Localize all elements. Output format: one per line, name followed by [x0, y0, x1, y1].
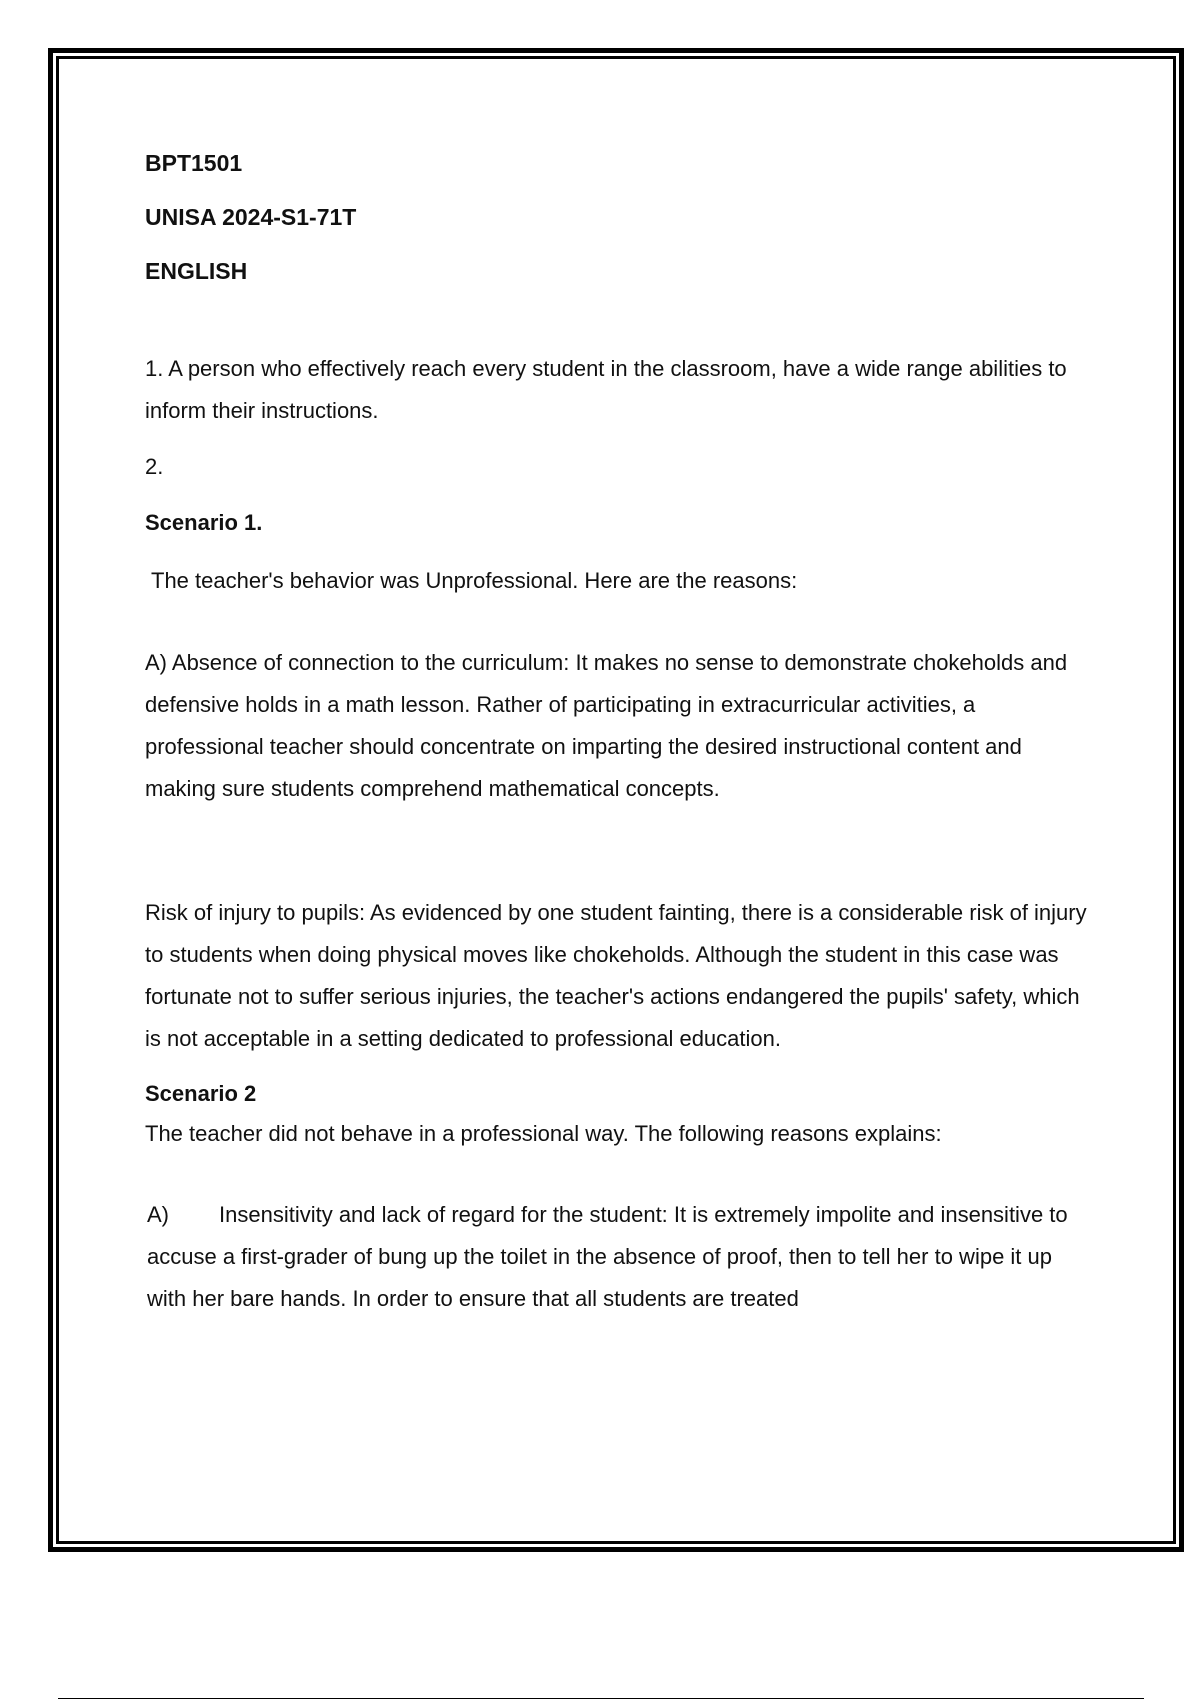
question-1-answer: 1. A person who effectively reach every student in the classroom, have a wide range abilities to inform their instructions.	[145, 356, 1067, 423]
scenario-1-point-b: Risk of injury to pupils: As evidenced by one student fainting, there is a considerable risk of injury to students when doing physical moves like chokeholds. Although the student in this case was fortunate not to suffer serious injuries, the teacher's actions endangered the pupils' safety, which is not acceptable in a setting dedicated to professional education.	[145, 900, 1087, 1051]
scenario-2-point-a-label: A)	[147, 1202, 169, 1227]
exam-code: UNISA 2024-S1-71T	[145, 204, 357, 230]
subject-heading: ENGLISH	[145, 258, 248, 284]
footer-rule	[58, 1698, 1144, 1699]
scenario-2-intro: The teacher did not behave in a professional way. The following reasons explains:	[145, 1121, 942, 1146]
scenario-1-title: Scenario 1.	[145, 510, 263, 535]
document-body	[145, 142, 1095, 1320]
scenario-2-title: Scenario 2	[145, 1081, 257, 1106]
scenario-1-point-a: A) Absence of connection to the curriculum: It makes no sense to demonstrate chokeholds and defensive holds in a math lesson. Rather of participating in extracurricular activities, a professional teacher should concentrate on imparting the desired instructional content and making sure students comprehend mathematical concepts.	[145, 650, 1068, 801]
scenario-1-intro: The teacher's behavior was Unprofessional. Here are the reasons:	[151, 568, 798, 593]
question-2-label: 2.	[145, 454, 164, 479]
course-code: BPT1501	[145, 150, 243, 176]
scenario-2-point-a-text: Insensitivity and lack of regard for the student: It is extremely impolite and insensitive to accuse a first-grader of bung up the toilet in the absence of proof, then to tell her to wipe it up with her bare hands. In order to ensure that all students are treated	[147, 1202, 1068, 1311]
scenario-2-point-a	[145, 1194, 1095, 1320]
